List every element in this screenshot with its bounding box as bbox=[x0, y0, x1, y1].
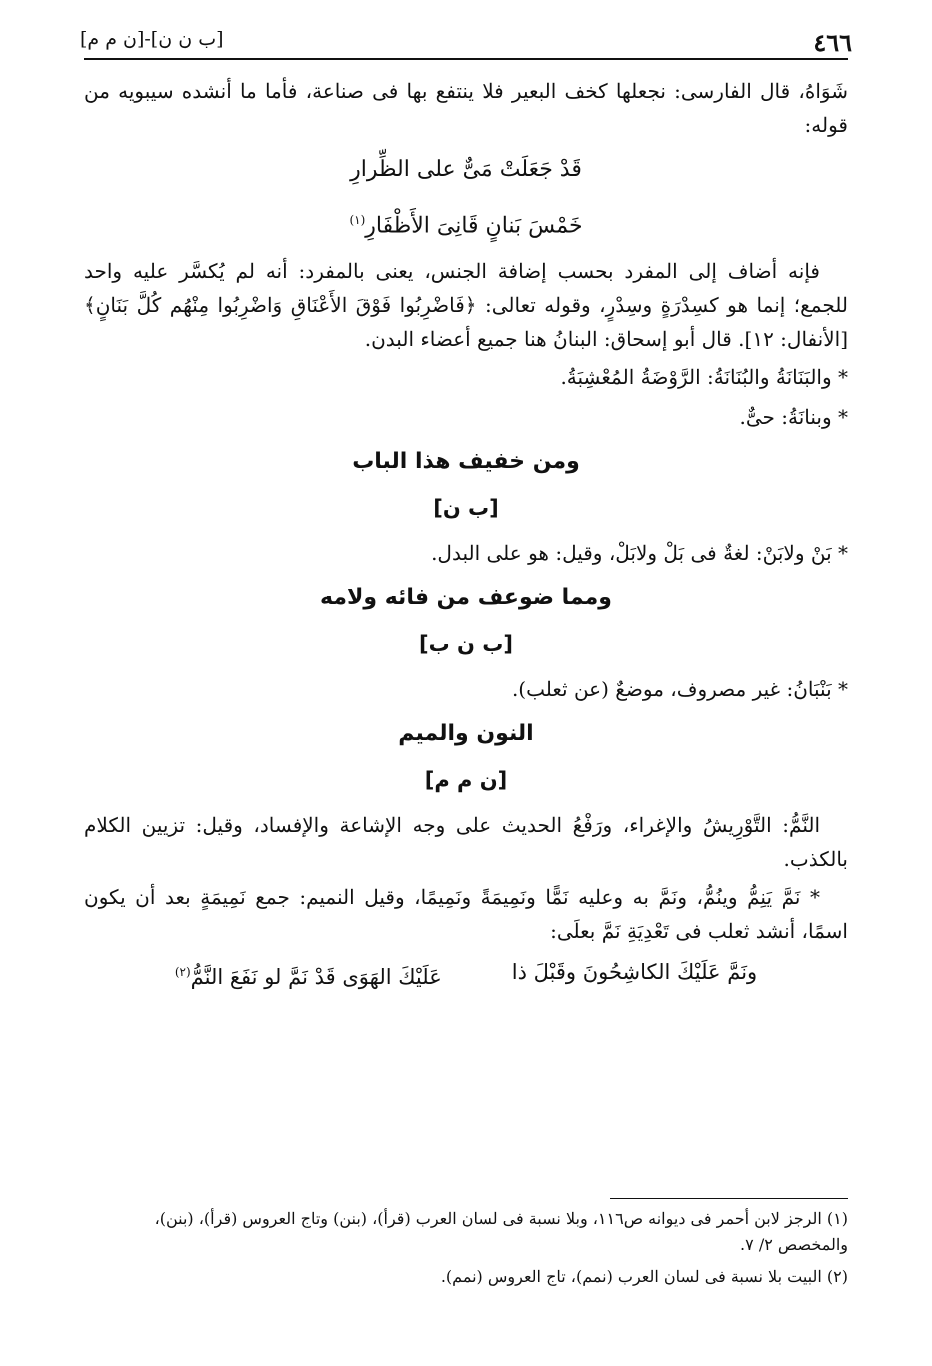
footnotes bbox=[84, 1206, 848, 1296]
footnote-ref-1: (١) bbox=[349, 213, 366, 227]
paragraph-2: فإنه أضاف إلى المفرد بحسب إضافة الجنس، يعنى بالمفرد: أنه لم يُكسَّر عليه واحد للجمع؛ إنما هو كسِدْرَةٍ وسِدْرٍ، وقوله تعالى: ﴿فَاضْرِبُوا فَوْقَ الأَعْنَاقِ وَاضْرِبُوا مِنْهُم كُلَّ بَنَانٍ﴾ [الأنفال: ١٢]. قال أبو إسحاق: البنانُ هنا جميع أعضاء البدن. bbox=[84, 259, 848, 352]
root-heading-1: [ب ن] bbox=[433, 496, 499, 521]
paragraph-4: * نَمَّ يَنِمُّ وينُمُّ، ونَمَّ به وعليه نَمًّا ونَمِيمَةً ونَمِيمًا، وقيل النميم: جمع نَمِيمَةٍ بعد أن يكون اسمًا، أنشد ثعلب فى تَعْدِيَةِ نَمَّ بعلَى: bbox=[84, 885, 848, 944]
header-rule bbox=[84, 58, 848, 60]
paragraph-1: شَوَاهُ، قال الفارسى: نجعلها كخف البعير فلا ينتفع بها فى صناعة، فأما ما أنشده سيبويه من قوله: bbox=[84, 79, 848, 137]
couplet-second-hemistich bbox=[175, 952, 442, 997]
paragraph-3: النَّمُّ: التَّوْرِيشُ والإغراء، ورَفْعُ الحديث على وجه الإشاعة والإفساد، وقيل: تزيين الكلام بالكذب. bbox=[84, 813, 848, 872]
entry-item-3: * بَنْ ولابَنْ: لغةٌ فى بَلْ ولابَلْ، وقيل: هو على البدل. bbox=[431, 541, 848, 566]
verse-couplet bbox=[84, 952, 848, 997]
page-header bbox=[80, 28, 852, 60]
footnote-rule bbox=[610, 1198, 848, 1199]
entry-item-1: * والبَنَانَةُ والبُنَانَةُ: الرَّوْضَةُ المُعْشِبَةُ. bbox=[560, 365, 848, 390]
footnote-1: (١) الرجز لابن أحمر فى ديوانه ص١١٦، وبلا نسبة فى لسان العرب (قرأ)، (بنن) وتاج العروس (قرأ)، (بنن)، والمخصص ٢/ ٧. bbox=[154, 1209, 848, 1254]
section-heading-1: ومن خفيف هذا الباب bbox=[352, 449, 580, 475]
running-head: [ب ن ن]-[ن م م] bbox=[80, 28, 224, 50]
entry-item-2: * وبنانَةُ: حىٌّ. bbox=[739, 405, 848, 430]
page-number: ٤٦٦ bbox=[813, 28, 852, 57]
root-heading-2: [ب ن ب] bbox=[419, 632, 513, 657]
entry-item-4: * بَنْبَانُ: غير مصروف، موضعٌ (عن ثعلب). bbox=[511, 677, 848, 702]
footnote-ref-2: (٢) bbox=[174, 965, 191, 980]
main-text bbox=[84, 74, 848, 999]
footnote-2: (٢) البيت بلا نسبة فى لسان العرب (نمم)، تاج العروس (نمم). bbox=[440, 1267, 848, 1286]
root-heading-3: [ن م م] bbox=[424, 768, 508, 793]
couplet-second-text: عَلَيْكَ الهَوَى قَدْ نَمَّ لو نَفَعَ النَّمُّ bbox=[190, 965, 442, 990]
verse-line-2 bbox=[84, 198, 848, 248]
verse-line-2-text: خَمْسَ بَنانٍ قَانِىَ الأَظْفَارِ bbox=[365, 213, 583, 239]
section-heading-2: ومما ضوعف من فائه ولامه bbox=[320, 585, 612, 611]
verse-line-1: قَدْ جَعَلَتْ مَىٌّ على الظِّرارِ bbox=[350, 157, 582, 182]
couplet-first-hemistich: ونَمَّ عَلَيْكَ الكاشِحُونَ وقَبْلَ ذا bbox=[511, 960, 758, 985]
section-heading-3: النون والميم bbox=[398, 721, 534, 747]
